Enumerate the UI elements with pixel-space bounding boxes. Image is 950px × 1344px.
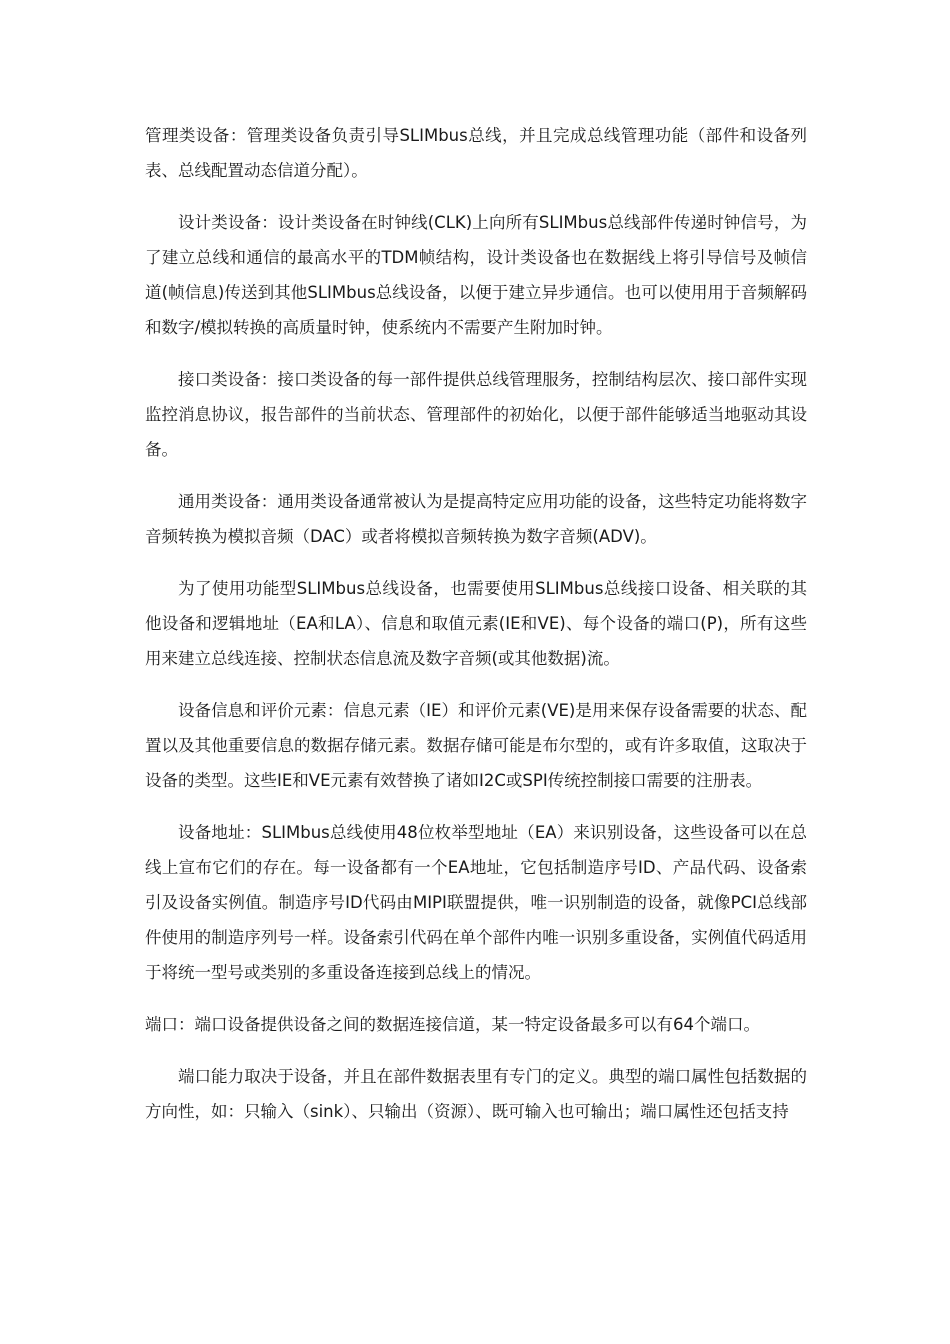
paragraph-information-elements: 设备信息和评价元素：信息元素（IE）和评价元素(VE)是用来保存设备需要的状态、配置以及其他重要信息的数据存储元素。数据存储可能是布尔型的，或有许多取值，这取决于设备的类型。这些IE和VE元素有效替换了诸如I2C或SPI传统控制接口需要的注册表。 (145, 701, 807, 790)
paragraph-interface-device: 接口类设备：接口类设备的每一部件提供总线管理服务，控制结构层次、接口部件实现监控消息协议，报告部件的当前状态、管理部件的初始化，以便于部件能够适当地驱动其设备。 (145, 370, 807, 459)
paragraph-ports: 端口：端口设备提供设备之间的数据连接信道，某一特定设备最多可以有64个端口。 (145, 1015, 760, 1034)
paragraph-framer-device: 设计类设备：设计类设备在时钟线(CLK)上向所有SLIMbus总线部件传递时钟信号，为了建立总线和通信的最高水平的TDM帧结构，设计类设备也在数据线上将引导信号及帧信道(帧信息)传送到其他SLIMbus总线设备，以便于建立异步通信。也可以使用用于音频解码和数字/模拟转换的高质量时钟，使系统内不需要产生附加时钟。 (145, 213, 807, 337)
paragraph-port-capabilities: 端口能力取决于设备，并且在部件数据表里有专门的定义。典型的端口属性包括数据的方向性，如：只输入（sink）、只输出（资源）、既可输入也可输出；端口属性还包括支持 (145, 1067, 807, 1121)
document-body (145, 118, 807, 1146)
paragraph-manager-device: 管理类设备：管理类设备负责引导SLIMbus总线，并且完成总线管理功能（部件和设备列表、总线配置动态信道分配）。 (145, 126, 807, 180)
paragraph-generic-device: 通用类设备：通用类设备通常被认为是提高特定应用功能的设备，这些特定功能将数字音频转换为模拟音频（DAC）或者将模拟音频转换为数字音频(ADV)。 (145, 492, 807, 546)
paragraph-device-address: 设备地址：SLIMbus总线使用48位枚举型地址（EA）来识别设备，这些设备可以在总线上宣布它们的存在。每一设备都有一个EA地址，它包括制造序号ID、产品代码、设备索引及设备实例值。制造序号ID代码由MIPI联盟提供，唯一识别制造的设备，就像PCI总线部件使用的制造序列号一样。设备索引代码在单个部件内唯一识别多重设备，实例值代码适用于将统一型号或类别的多重设备连接到总线上的情况。 (145, 823, 807, 982)
paragraph-functional-device: 为了使用功能型SLIMbus总线设备，也需要使用SLIMbus总线接口设备、相关联的其他设备和逻辑地址（EA和LA）、信息和取值元素(IE和VE)、每个设备的端口(P)，所有这些用来建立总线连接、控制状态信息流及数字音频(或其他数据)流。 (145, 579, 807, 668)
